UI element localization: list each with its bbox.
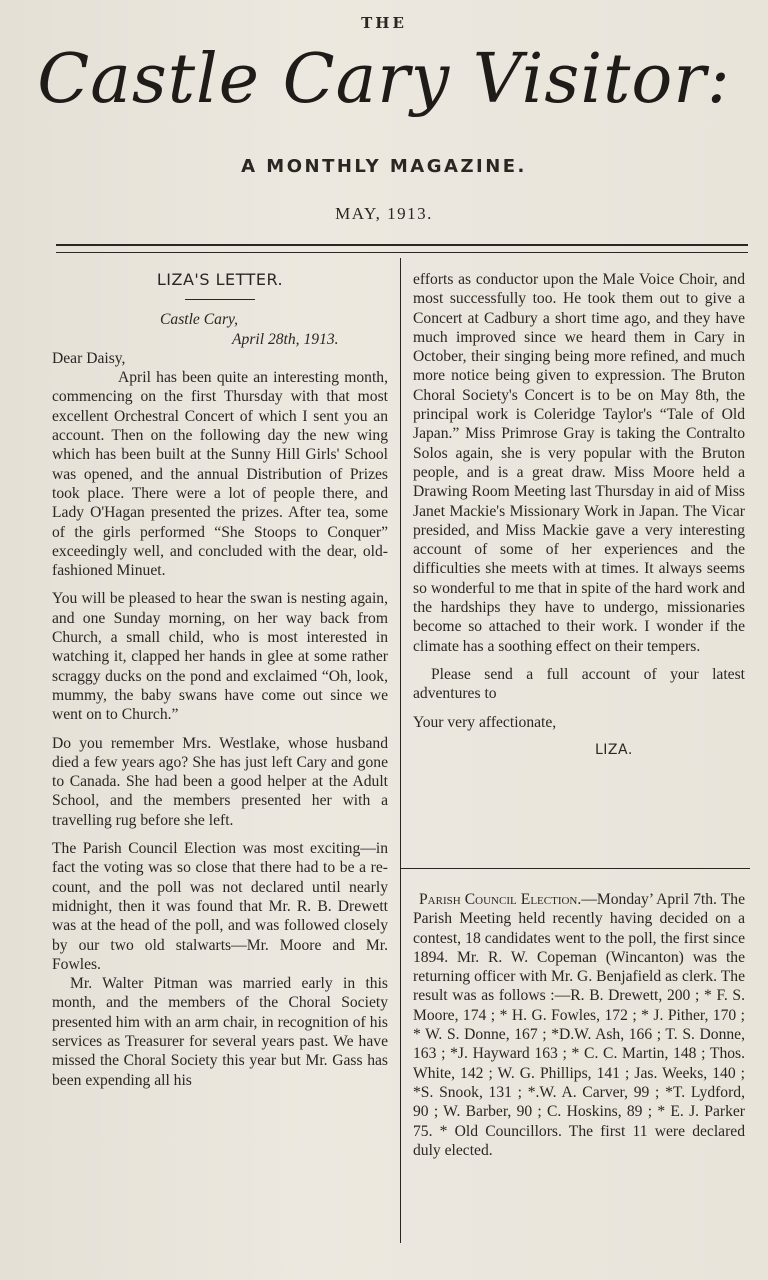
letter-paragraph-5: Mr. Walter Pitman was married early in this month, and the members of the Choral Society presented him with an arm chair, in recognition of his services as Treasurer for several years past. We have missed the Choral Society this year but Mr. Gass has been expending all his	[52, 975, 388, 1089]
letter-paragraph-1: April has been quite an interesting month, commencing on the first Thursday with that most excellent Orchestral Concert of which I sent you an account. Then on the following day the new wing which has been built at the Sunny Hill Girls' School was opened, and the annual Distribution of Prizes took place. There were a lot of people there, and Lady O'Hagan presented the prizes. After tea, some of the girls performed “She Stoops to Conquer” exceedingly well, and concluded with the dear, old-fashioned Minuet.	[52, 369, 388, 580]
letter-closing: Your very affectionate,	[413, 713, 557, 731]
letter-signature: LIZA.	[595, 741, 633, 758]
election-section	[413, 890, 745, 1160]
letter-salutation: Dear Daisy,	[52, 349, 126, 367]
letter-place: Castle Cary,	[160, 311, 238, 329]
letter-paragraph-2: You will be pleased to hear the swan is nesting again, and one Sunday morning, on her way back from Church, a small child, who is most interested in watching it, clapped her hands in glee at some rather scraggy ducks on the pond and exclaimed “Oh, look, mummy, the baby swans have come out since we went on to Church.”	[52, 590, 388, 724]
left-column	[52, 270, 388, 1090]
letter-paragraph-4: The Parish Council Election was most exciting—in fact the voting was so close that there had to be a re-count, and the poll was not declared until nearly midnight, then it was found that Mr. R. B. Drewett was at the head of the poll, and was followed closely by our two old stalwarts—Mr. Moore and Mr. Fowles.	[52, 840, 388, 973]
header-rule-thick	[56, 244, 748, 246]
issue-date: MAY, 1913.	[335, 204, 433, 223]
right-column	[413, 270, 745, 760]
election-heading: Parish Council Election.	[419, 891, 582, 908]
heading-rule	[185, 299, 255, 300]
letter-paragraph-5-continued: efforts as conductor upon the Male Voice Choir, and most successfully too. He took them out to give a Concert at Cadbury a short time ago, and they have much improved since we heard them in Cary in October, their singing being more refined, and much more notice being given to expression. The Bruton Choral Society's Concert is to be on May 8th, the principal work is Coleridge Taylor's “Tale of Old Japan.” Miss Primrose Gray is taking the Contralto Solos again, she is very popular with the Bruton people, and is a great draw. Miss Moore held a Drawing Room Meeting last Thursday in aid of Miss Janet Mackie's Missionary Work in Japan. The Vicar presided, and Miss Mackie gave a very interesting account of some of her experiences and the difficulties she meets with at times. It always seems so wonderful to me that in spite of the hard work and the hardships they have to undergo, missionaries become so attached to their work. I wonder if the climate has a soothing effect on their tempers.	[413, 271, 745, 655]
election-text: —Monday’ April 7th. The Parish Meeting held recently having decided on a contest, 18 candidates went to the poll, the first since 1894. Mr. R. W. Copeman (Wincanton) was the returning officer with Mr. G. Benjafield as clerk. The result was as follows :—R. B. Drewett, 200 ; * F. S. Moore, 174 ; * H. G. Fowles, 172 ; * J. Pither, 170 ; * W. S. Donne, 167 ; *D.W. Ash, 166 ; T. S. Donne, 163 ; *J. Hayward 163 ; * C. C. Martin, 148 ; Thos. White, 142 ; W. G. Phillips, 141 ; Jas. Weeks, 140 ; *S. Snook, 131 ; *.W. A. Carver, 99 ; *T. Lydford, 90 ; W. Barber, 90 ; C. Hoskins, 89 ; * E. J. Parker 75. * Old Councillors. The first 11 were declared duly elected.	[413, 891, 745, 1159]
letter-paragraph-6: Please send a full account of your latest adventures to	[413, 665, 745, 703]
letter-paragraph-3: Do you remember Mrs. Westlake, whose husband died a few years ago? She has just left Cary and gone to Canada. She had been a good helper at the Adult School, and the members presented her with a travelling rug before she left.	[52, 734, 388, 829]
column-divider	[400, 258, 401, 1243]
header-rule-thin	[56, 252, 748, 253]
masthead-the: THE	[361, 14, 407, 32]
masthead-title: Castle Cary Visitor:	[37, 40, 731, 119]
letter-date: April 28th, 1913.	[232, 330, 339, 348]
section-rule	[400, 868, 750, 869]
letter-heading: LIZA'S LETTER.	[156, 270, 284, 289]
masthead-subtitle: A MONTHLY MAGAZINE.	[241, 156, 527, 177]
